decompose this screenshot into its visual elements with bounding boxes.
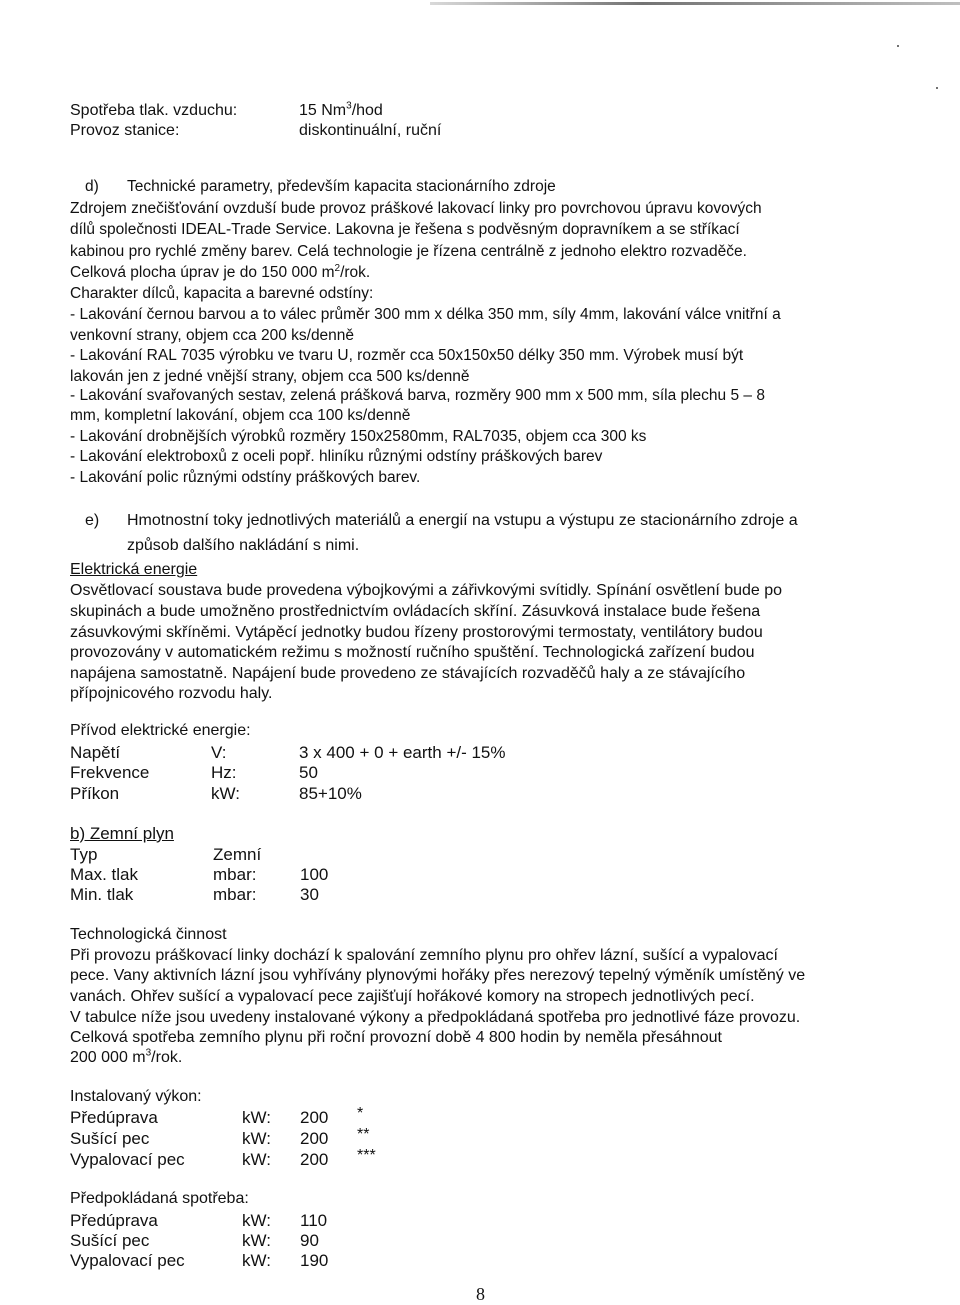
list-item: - Lakování svařovaných sestav, zelená prášková barva, rozměry 900 mm x 500 mm, síla plechu 5 – 8 (70, 387, 765, 404)
section-d-title: Technické parametry, především kapacita stacionárního zdroje (127, 178, 556, 195)
expected-row-label: Vypalovací pec (70, 1251, 185, 1270)
electric-line: přípojnicového rozvodu haly. (70, 685, 273, 702)
gas-row-label: Min. tlak (70, 885, 134, 904)
section-e-marker: e) (85, 512, 100, 529)
list-item: - Lakování drobnějších výrobků rozměry 150x2580mm, RAL7035, objem cca 300 ks (70, 428, 647, 445)
section-d-line: dílů společnosti IDEAL-Trade Service. Lakovna je řešena s podvěsným dopravníkem a se stříkací (70, 221, 740, 238)
expected-heading: Předpokládaná spotřeba: (70, 1190, 249, 1207)
supply-row-unit: Hz: (211, 763, 237, 782)
expected-row-unit: kW: (242, 1211, 271, 1230)
electric-line: zásuvkovými skříněmi. Vytápěcí jednotky budou řízeny prostorovými termostaty, ventilátory budou (70, 624, 763, 641)
electric-heading: Elektrická energie (70, 561, 198, 578)
electric-line: napájena samostatně. Napájení bude provedeno ze stávajících rozvaděčů haly a ze stávajícího (70, 665, 746, 682)
operation-label: Provoz stanice: (70, 122, 180, 139)
gas-row-unit: mbar: (213, 865, 257, 884)
section-e-title-line: Hmotnostní toky jednotlivých materiálů a energií na vstupu a výstupu ze stacionárního zdroje a (127, 512, 798, 529)
expected-row-unit: kW: (242, 1251, 271, 1270)
gas-row-label: Max. tlak (70, 865, 139, 884)
air-consumption-label: Spotřeba tlak. vzduchu: (70, 102, 238, 119)
technology-line: pece. Vany aktivních lázní jsou vyhřívány plynovými hořáky přes nerezový tepelný výměník umístěný ve (70, 967, 806, 984)
installed-heading: Instalovaný výkon: (70, 1088, 202, 1105)
total-area-line: Celková plocha úprav je do 150 000 $m^2$/rok. (70, 262, 371, 281)
installed-row-value: 200 (300, 1108, 329, 1127)
page-number: 8 (476, 1284, 485, 1304)
gas-heading: b) Zemní plyn (70, 824, 174, 843)
scan-speck (897, 45, 899, 47)
technology-heading: Technologická činnost (70, 926, 227, 943)
scan-top-border (430, 2, 960, 5)
expected-row-label: Předúprava (70, 1211, 158, 1230)
technology-total: 200 000 $m^3$/rok. (70, 1047, 183, 1066)
expected-row-label: Sušící pec (70, 1231, 150, 1250)
section-d-marker: d) (85, 178, 99, 195)
technology-line: V tabulce níže jsou uvedeny instalované výkony a předpokládaná spotřeba pro jednotlivé fáze provozu. (70, 1009, 801, 1026)
installed-row-mark: * (357, 1105, 364, 1122)
operation-value: diskontinuální, ruční (299, 122, 442, 139)
technology-line: Při provozu práškovací linky dochází k spalování zemního plynu pro ohřev lázní, sušící a vypalovací (70, 947, 778, 964)
expected-row-unit: kW: (242, 1231, 271, 1250)
list-item: lakován jen z jedné vnější strany, objem cca 500 ks/denně (70, 368, 470, 385)
installed-row-unit: kW: (242, 1129, 271, 1148)
air-consumption-value: 15 Nm$^3$/hod (299, 100, 383, 119)
section-d-line: kabinou pro rychlé změny barev. Celá technologie je řízena centrálně z jednoho elektro rozvaděče. (70, 243, 747, 260)
technology-line: vanách. Ohřev sušící a vypalovací pece zajišťují hořákové komory na stropech jednotlivých pecí. (70, 988, 755, 1005)
list-item: - Lakování polic různými odstíny práškových barev. (70, 469, 421, 486)
electric-line: skupinách a bude umožněno prostřednictvím ovládacích skříní. Zásuvková instalace bude řešena (70, 603, 761, 620)
electric-line: provozovány v automatickém režimu s možností ručního spuštění. Technologická zařízení budou (70, 644, 755, 661)
supply-row-unit: V: (211, 743, 227, 762)
installed-row-label: Vypalovací pec (70, 1150, 185, 1169)
installed-row-unit: kW: (242, 1150, 271, 1169)
list-item: venkovní strany, objem cca 200 ks/denně (70, 327, 355, 344)
list-item: - Lakování RAL 7035 výrobku ve tvaru U, rozměr cca 50x150x50 délky 350 mm. Výrobek musí být (70, 347, 744, 364)
gas-row-value: 30 (300, 885, 319, 904)
installed-row-mark: ** (357, 1126, 370, 1143)
supply-row-value: 3 x 400 + 0 + earth +/- 15% (299, 743, 506, 762)
installed-row-unit: kW: (242, 1108, 271, 1127)
installed-row-value: 200 (300, 1129, 329, 1148)
expected-row-value: 90 (300, 1231, 319, 1250)
gas-row-label: Typ (70, 845, 98, 864)
installed-row-mark: *** (357, 1147, 376, 1164)
supply-row-value: 50 (299, 763, 318, 782)
technology-line: Celková spotřeba zemního plynu při roční provozní době 4 800 hodin by neměla přesáhnout (70, 1029, 722, 1046)
installed-row-label: Předúprava (70, 1108, 158, 1127)
installed-row-value: 200 (300, 1150, 329, 1169)
list-item: - Lakování černou barvou a to válec průměr 300 mm x délka 350 mm, síly 4mm, lakování válce vnitřní a (70, 306, 781, 323)
expected-row-value: 190 (300, 1251, 329, 1270)
gas-row-value: 100 (300, 865, 329, 884)
supply-row-value: 85+10% (299, 784, 362, 803)
expected-row-value: 110 (300, 1211, 328, 1230)
section-e-title-line: způsob dalšího nakládání s nimi. (127, 537, 360, 554)
supply-row-label: Napětí (70, 743, 121, 762)
supply-row-unit: kW: (211, 784, 240, 803)
list-item: - Lakování elektroboxů z oceli popř. hliníku různými odstíny práškových barev (70, 448, 603, 465)
supply-heading: Přívod elektrické energie: (70, 722, 251, 739)
character-line: Charakter dílců, kapacita a barevné odstíny: (70, 285, 374, 302)
installed-row-label: Sušící pec (70, 1129, 150, 1148)
scan-speck (936, 87, 938, 89)
gas-row-unit: mbar: (213, 885, 257, 904)
section-d-line: Zdrojem znečišťování ovzduší bude provoz práškové lakovací linky pro povrchovou úpravu kovových (70, 200, 762, 217)
list-item: mm, kompletní lakování, objem cca 100 ks/denně (70, 407, 411, 424)
supply-row-label: Frekvence (70, 763, 150, 782)
supply-row-label: Příkon (70, 784, 120, 803)
gas-row-unit: Zemní (213, 845, 262, 864)
electric-line: Osvětlovací soustava bude provedena výbojkovými a zářivkovými svítidly. Spínání osvětlení bude po (70, 582, 783, 599)
